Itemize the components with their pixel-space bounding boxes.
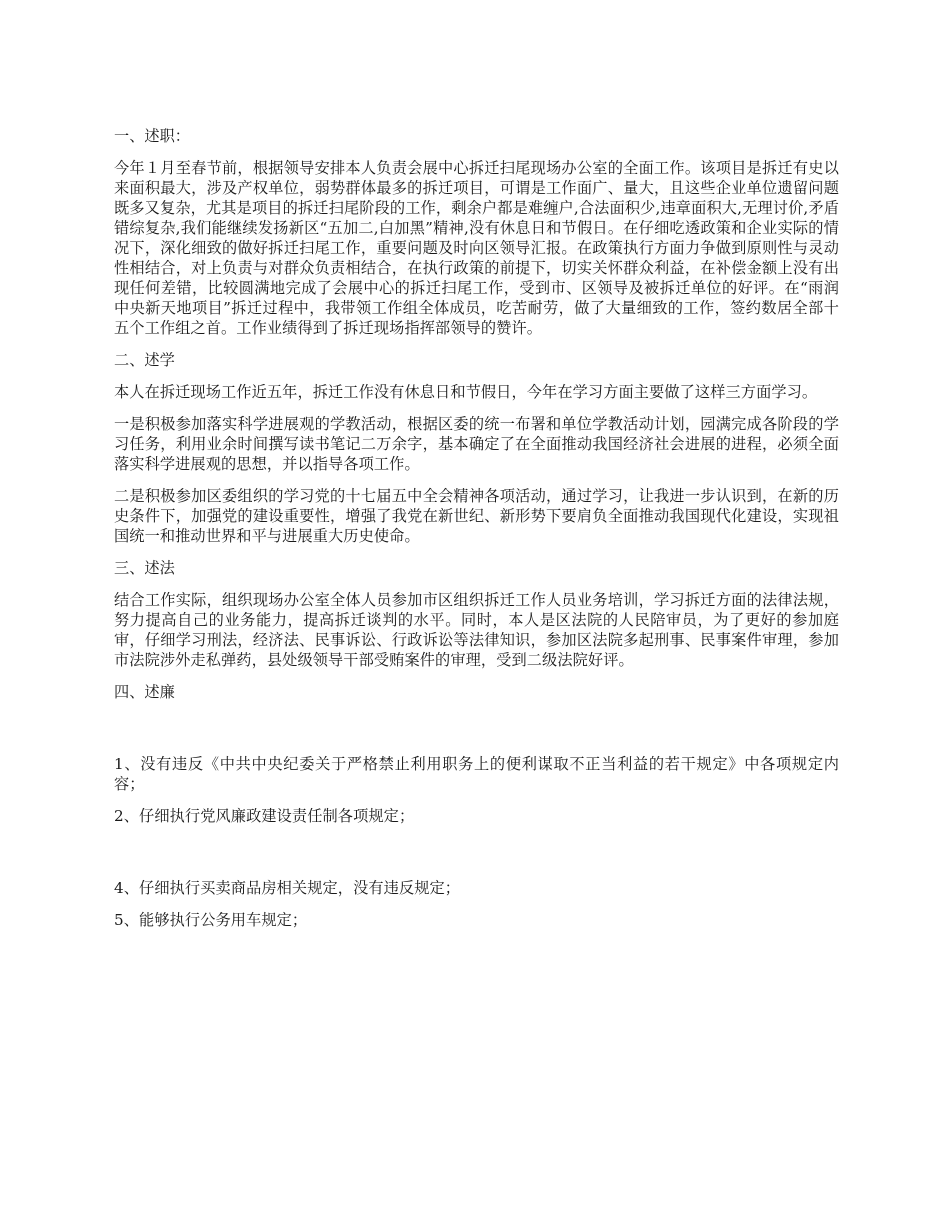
- list-item-shulian-2: 2、仔细执行党风廉政建设责任制各项规定；: [114, 807, 415, 825]
- list-item-shulian-1: 1、没有违反《中共中央纪委关于严格禁止利用职务上的便利谋取不正当利益的若干规定》中各项规定内容；: [114, 755, 839, 793]
- document-page: [114, 126, 839, 930]
- paragraph-shuxue-item2: 二是积极参加区委组织的学习党的十七届五中全会精神各项活动，通过学习，让我进一步认识到，在新的历史条件下，加强党的建设重要性，增强了我党在新世纪、新形势下要肩负全面推动我国现代化建设，实现祖国统一和推动世界和平与进展重大历史使命。: [114, 487, 839, 545]
- section-heading-shufa: 三、述法: [114, 559, 175, 577]
- section-heading-shuzhi: 一、述职：: [114, 127, 190, 145]
- section-heading-shuxue: 二、述学: [114, 351, 175, 369]
- paragraph-shuxue-intro: 本人在拆迁现场工作近五年，拆迁工作没有休息日和节假日，今年在学习方面主要做了这样三方面学习。: [114, 383, 818, 401]
- paragraph-shuzhi-body: 今年１月至春节前，根据领导安排本人负责会展中心拆迁扫尾现场办公室的全面工作。该项目是拆迁有史以来面积最大，涉及产权单位，弱势群体最多的拆迁项目，可谓是工作面广、量大，且这些企业单位遗留问题既多又复杂，尤其是项目的拆迁扫尾阶段的工作，剩余户都是难缠户,合法面积少,违章面积大,无理讨价,矛盾错综复杂,我们能继续发扬新区“五加二,白加黑”精神,没有休息日和节假日。在仔细吃透政策和企业实际的情况下，深化细致的做好拆迁扫尾工作，重要问题及时向区领导汇报。在政策执行方面力争做到原则性与灵动性相结合，对上负责与对群众负责相结合，在执行政策的前提下，切实关怀群众利益，在补偿金额上没有出现任何差错，比较圆满地完成了会展中心的拆迁扫尾工作，受到市、区领导及被拆迁单位的好评。在“雨润中央新天地项目”拆迁过程中，我带领工作组全体成员，吃苦耐劳，做了大量细致的工作，签约数居全部十五个工作组之首。工作业绩得到了拆迁现场指挥部领导的赞许。: [114, 159, 839, 337]
- list-item-shulian-4: 4、仔细执行买卖商品房相关规定，没有违反规定；: [114, 879, 461, 897]
- list-item-shulian-5: 5、能够执行公务用车规定；: [114, 911, 308, 929]
- section-heading-shulian: 四、述廉: [114, 683, 175, 701]
- paragraph-shuxue-item1: 一是积极参加落实科学进展观的学教活动，根据区委的统一布署和单位学教活动计划，园满完成各阶段的学习任务，利用业余时间撰写读书笔记二万余字，基本确定了在全面推动我国经济社会进展的进程，必须全面落实科学进展观的思想，并以指导各项工作。: [114, 415, 839, 473]
- paragraph-shufa-body: 结合工作实际，组织现场办公室全体人员参加市区组织拆迁工作人员业务培训，学习拆迁方面的法律法规，努力提高自己的业务能力，提高拆迁谈判的水平。同时，本人是区法院的人民陪审员，为了更好的参加庭审，仔细学习刑法，经济法、民事诉讼、行政诉讼等法律知识，参加区法院多起刑事、民事案件审理，参加市法院涉外走私弹药，县处级领导干部受贿案件的审理，受到二级法院好评。: [114, 591, 839, 669]
